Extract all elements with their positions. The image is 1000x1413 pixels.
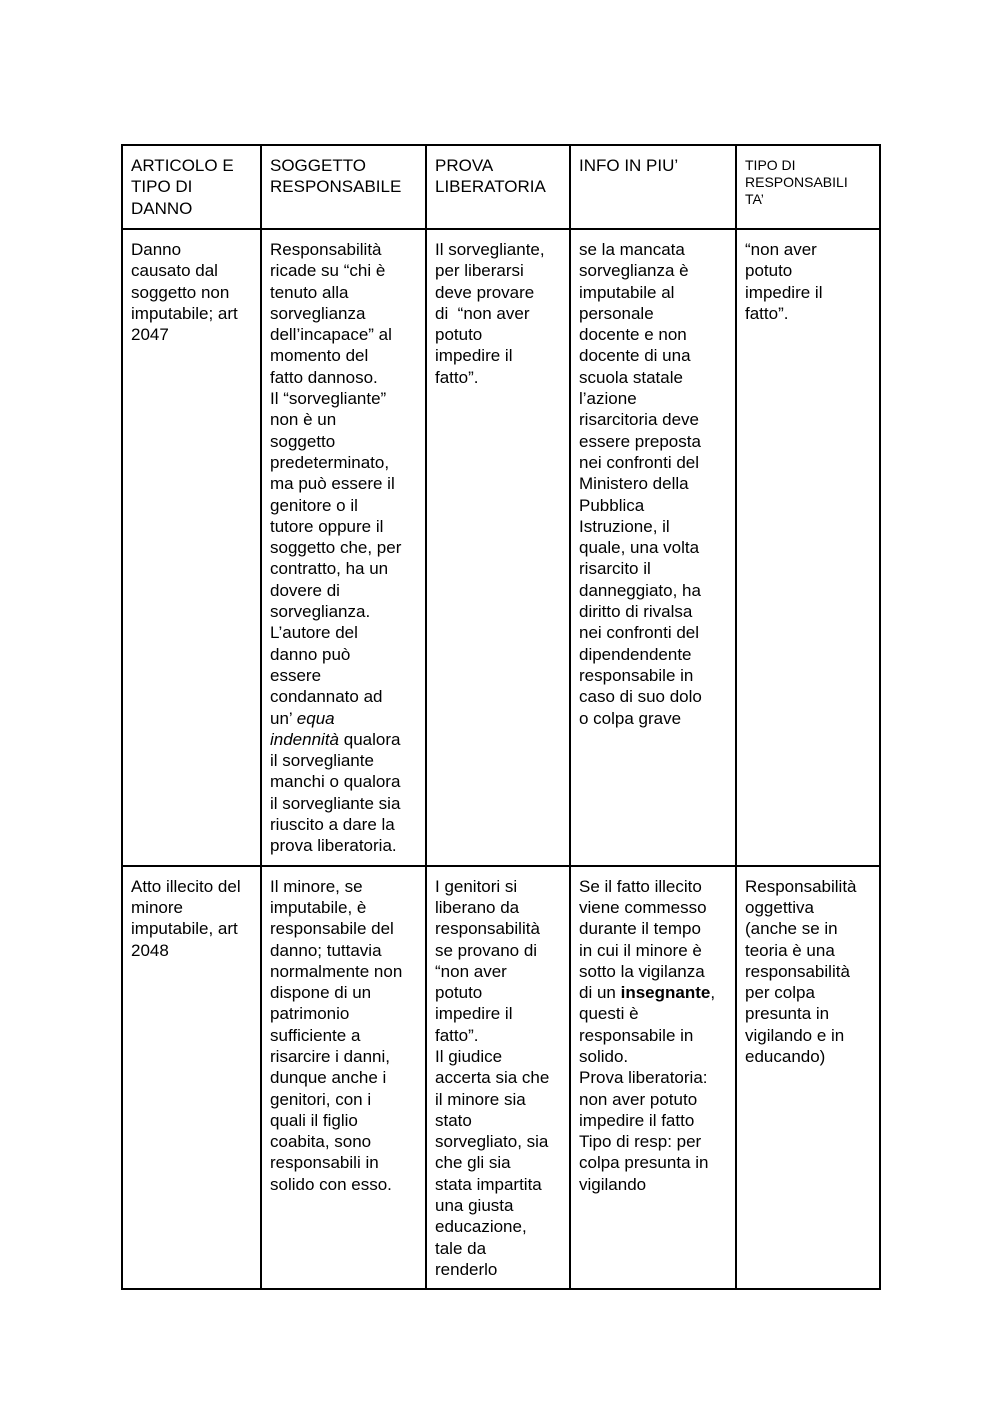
text-line: imputabile, art bbox=[131, 919, 238, 939]
text-line: responsabili in bbox=[270, 1153, 379, 1173]
text-line: educazione, bbox=[435, 1217, 527, 1237]
cell-prova bbox=[426, 229, 570, 866]
text-line: RESPONSABILI bbox=[745, 174, 848, 190]
text-line: essere bbox=[270, 665, 322, 685]
text-line: in cui il minore è bbox=[579, 940, 702, 960]
text-line: l’azione bbox=[579, 389, 637, 409]
text-line: vigilando e in bbox=[745, 1025, 845, 1045]
cell-info bbox=[570, 866, 736, 1290]
cell-info bbox=[570, 229, 736, 866]
cell-tipo bbox=[736, 866, 880, 1290]
text-line: “non aver bbox=[745, 240, 817, 259]
text-line: deve provare bbox=[435, 282, 535, 302]
text-line: di “non aver bbox=[435, 303, 530, 323]
text-line: soggetto non bbox=[131, 282, 230, 302]
text-line: diritto di rivalsa bbox=[579, 602, 693, 622]
text-line: vigilando bbox=[579, 1174, 647, 1194]
text-line: se provano di bbox=[435, 940, 538, 960]
text-line: di un insegnante, bbox=[579, 983, 716, 1003]
text-line: colpa presunta in bbox=[579, 1153, 709, 1173]
text-line: TA’ bbox=[745, 191, 764, 207]
header-soggetto bbox=[261, 145, 426, 229]
text-line: responsabile in bbox=[579, 1025, 694, 1045]
text-line: LIBERATORIA bbox=[435, 177, 546, 197]
text-line: SOGGETTO bbox=[270, 156, 367, 175]
text-line: responsabilità bbox=[435, 919, 540, 939]
text-line: Istruzione, il bbox=[579, 516, 670, 536]
text-line: “non aver bbox=[435, 961, 507, 981]
text-line: TIPO DI bbox=[131, 177, 193, 197]
text-line: normalmente non bbox=[270, 961, 403, 981]
text-line: nei confronti del bbox=[579, 623, 700, 643]
text-line: (anche se in bbox=[745, 919, 838, 939]
text-line: solido con esso. bbox=[270, 1174, 392, 1194]
text-line: responsabile del bbox=[270, 919, 394, 939]
text-line: genitore o il bbox=[270, 495, 358, 515]
text-line: viene commesso bbox=[579, 897, 707, 917]
text-line: danno può bbox=[270, 644, 351, 664]
text-line: scuola statale bbox=[579, 367, 683, 387]
text-line: Prova liberatoria: bbox=[579, 1068, 708, 1088]
text-line: docente e non bbox=[579, 325, 687, 345]
text-line: quali il figlio bbox=[270, 1110, 358, 1130]
cell-soggetto bbox=[261, 866, 426, 1290]
header-info bbox=[570, 145, 736, 229]
table-row bbox=[122, 866, 880, 1290]
text-line: patrimonio bbox=[270, 1004, 350, 1024]
text-line: fatto”. bbox=[745, 303, 789, 323]
text-line: il sorvegliante sia bbox=[270, 793, 401, 813]
text-line: genitori, con i bbox=[270, 1089, 372, 1109]
text-line: fatto”. bbox=[435, 367, 479, 387]
text-line: sorveglianza è bbox=[579, 261, 689, 281]
text-line: danneggiato, ha bbox=[579, 580, 701, 600]
text-line: imputabile, è bbox=[270, 897, 367, 917]
text-line: dipendendente bbox=[579, 644, 692, 664]
text-line: personale bbox=[579, 303, 654, 323]
text-line: se la mancata bbox=[579, 240, 685, 259]
text-line: stato bbox=[435, 1110, 472, 1130]
text-line: per colpa bbox=[745, 983, 815, 1003]
text-line: impedire il bbox=[435, 1004, 513, 1024]
text-line: non aver potuto bbox=[579, 1089, 698, 1109]
text-line: dunque anche i bbox=[270, 1068, 387, 1088]
text-line: Atto illecito del bbox=[131, 876, 241, 896]
text-line: L’autore del bbox=[270, 623, 358, 643]
text-line: indennità qualora bbox=[270, 729, 401, 749]
text-line: tenuto alla bbox=[270, 282, 349, 302]
text-line: responsabile in bbox=[579, 665, 694, 685]
text-line: INFO IN PIU’ bbox=[579, 156, 679, 175]
text-line: presunta in bbox=[745, 1004, 830, 1024]
text-line: sotto la vigilanza bbox=[579, 961, 705, 981]
text-line: soggetto che, per bbox=[270, 538, 402, 558]
text-line: Il “sorvegliante” bbox=[270, 389, 387, 409]
text-line: fatto dannoso. bbox=[270, 367, 378, 387]
text-line: coabita, sono bbox=[270, 1132, 372, 1152]
text-line: Se il fatto illecito bbox=[579, 876, 702, 896]
text-line: tutore oppure il bbox=[270, 516, 384, 536]
cell-tipo bbox=[736, 229, 880, 866]
text-line: potuto bbox=[435, 983, 483, 1003]
text-line: Responsabilità bbox=[745, 876, 857, 896]
text-line: docente di una bbox=[579, 346, 691, 366]
text-line: Pubblica bbox=[579, 495, 645, 515]
text-line: predeterminato, bbox=[270, 452, 390, 472]
text-line: sorvegliato, sia bbox=[435, 1132, 549, 1152]
text-line: non è un bbox=[270, 410, 337, 430]
text-line: fatto”. bbox=[435, 1025, 479, 1045]
text-line: essere preposta bbox=[579, 431, 701, 451]
text-line: questi è bbox=[579, 1004, 639, 1024]
cell-articolo bbox=[122, 866, 261, 1290]
text-line: manchi o qualora bbox=[270, 772, 401, 792]
text-line: Il sorvegliante, bbox=[435, 240, 545, 259]
text-line: tale da bbox=[435, 1238, 487, 1258]
text-line: I genitori si bbox=[435, 876, 518, 896]
text-line: Responsabilità bbox=[270, 240, 382, 259]
text-line: quale, una volta bbox=[579, 538, 700, 558]
text-line: educando) bbox=[745, 1046, 826, 1066]
text-line: impedire il bbox=[435, 346, 513, 366]
text-line: danno; tuttavia bbox=[270, 940, 382, 960]
cell-articolo bbox=[122, 229, 261, 866]
text-line: minore bbox=[131, 897, 183, 917]
text-line: una giusta bbox=[435, 1196, 514, 1216]
text-line: sufficiente a bbox=[270, 1025, 361, 1045]
text-line: Il minore, se bbox=[270, 876, 363, 896]
text-line: ARTICOLO E bbox=[131, 156, 234, 175]
text-line: risarcire i danni, bbox=[270, 1046, 390, 1066]
text-line: per liberarsi bbox=[435, 261, 524, 281]
text-line: ma può essere il bbox=[270, 474, 395, 494]
text-line: Il giudice bbox=[435, 1046, 503, 1066]
text-line: che gli sia bbox=[435, 1153, 511, 1173]
header-articolo bbox=[122, 145, 261, 229]
text-line: causato dal bbox=[131, 261, 218, 281]
text-line: sorveglianza bbox=[270, 303, 366, 323]
text-line: un’ equa bbox=[270, 708, 335, 728]
header-tipo bbox=[736, 145, 880, 229]
text-line: 2047 bbox=[131, 325, 169, 345]
text-line: TIPO DI bbox=[745, 157, 796, 173]
text-line: teoria è una bbox=[745, 940, 835, 960]
text-line: accerta sia che bbox=[435, 1068, 550, 1088]
text-line: caso di suo dolo bbox=[579, 687, 702, 707]
text-line: imputabile al bbox=[579, 282, 675, 302]
text-line: RESPONSABILE bbox=[270, 177, 402, 197]
text-line: soggetto bbox=[270, 431, 336, 451]
text-line: DANNO bbox=[131, 198, 193, 218]
cell-soggetto bbox=[261, 229, 426, 866]
text-line: condannato ad bbox=[270, 687, 383, 707]
text-line: stata impartita bbox=[435, 1174, 542, 1194]
text-line: imputabile; art bbox=[131, 303, 238, 323]
text-line: impedire il bbox=[745, 282, 823, 302]
text-line: potuto bbox=[435, 325, 483, 345]
text-line: 2048 bbox=[131, 940, 169, 960]
header-prova bbox=[426, 145, 570, 229]
text-line: dovere di bbox=[270, 580, 340, 600]
text-line: o colpa grave bbox=[579, 708, 682, 728]
text-line: riuscito a dare la bbox=[270, 815, 395, 835]
text-line: renderlo bbox=[435, 1259, 498, 1279]
text-line: liberano da bbox=[435, 897, 520, 917]
text-line: dispone di un bbox=[270, 983, 372, 1003]
text-line: Tipo di resp: per bbox=[579, 1132, 702, 1152]
text-line: il sorvegliante bbox=[270, 751, 374, 771]
text-line: responsabilità bbox=[745, 961, 850, 981]
document-table bbox=[121, 144, 881, 1290]
text-line: PROVA bbox=[435, 156, 494, 175]
text-line: impedire il fatto bbox=[579, 1110, 695, 1130]
table-row bbox=[122, 229, 880, 866]
text-line: dell’incapace” al bbox=[270, 325, 392, 345]
text-line: contratto, ha un bbox=[270, 559, 389, 579]
text-line: potuto bbox=[745, 261, 793, 281]
text-line: solido. bbox=[579, 1046, 629, 1066]
text-line: risarcitoria deve bbox=[579, 410, 699, 430]
text-line: ricade su “chi è bbox=[270, 261, 386, 281]
text-line: sorveglianza. bbox=[270, 602, 371, 622]
text-line: durante il tempo bbox=[579, 919, 701, 939]
cell-prova bbox=[426, 866, 570, 1290]
table-header-row bbox=[122, 145, 880, 229]
text-line: risarcito il bbox=[579, 559, 651, 579]
text-line: il minore sia bbox=[435, 1089, 526, 1109]
text-line: momento del bbox=[270, 346, 369, 366]
text-line: Danno bbox=[131, 240, 182, 259]
text-line: prova liberatoria. bbox=[270, 836, 397, 856]
text-line: Ministero della bbox=[579, 474, 689, 494]
text-line: oggettiva bbox=[745, 897, 814, 917]
text-line: nei confronti del bbox=[579, 452, 700, 472]
